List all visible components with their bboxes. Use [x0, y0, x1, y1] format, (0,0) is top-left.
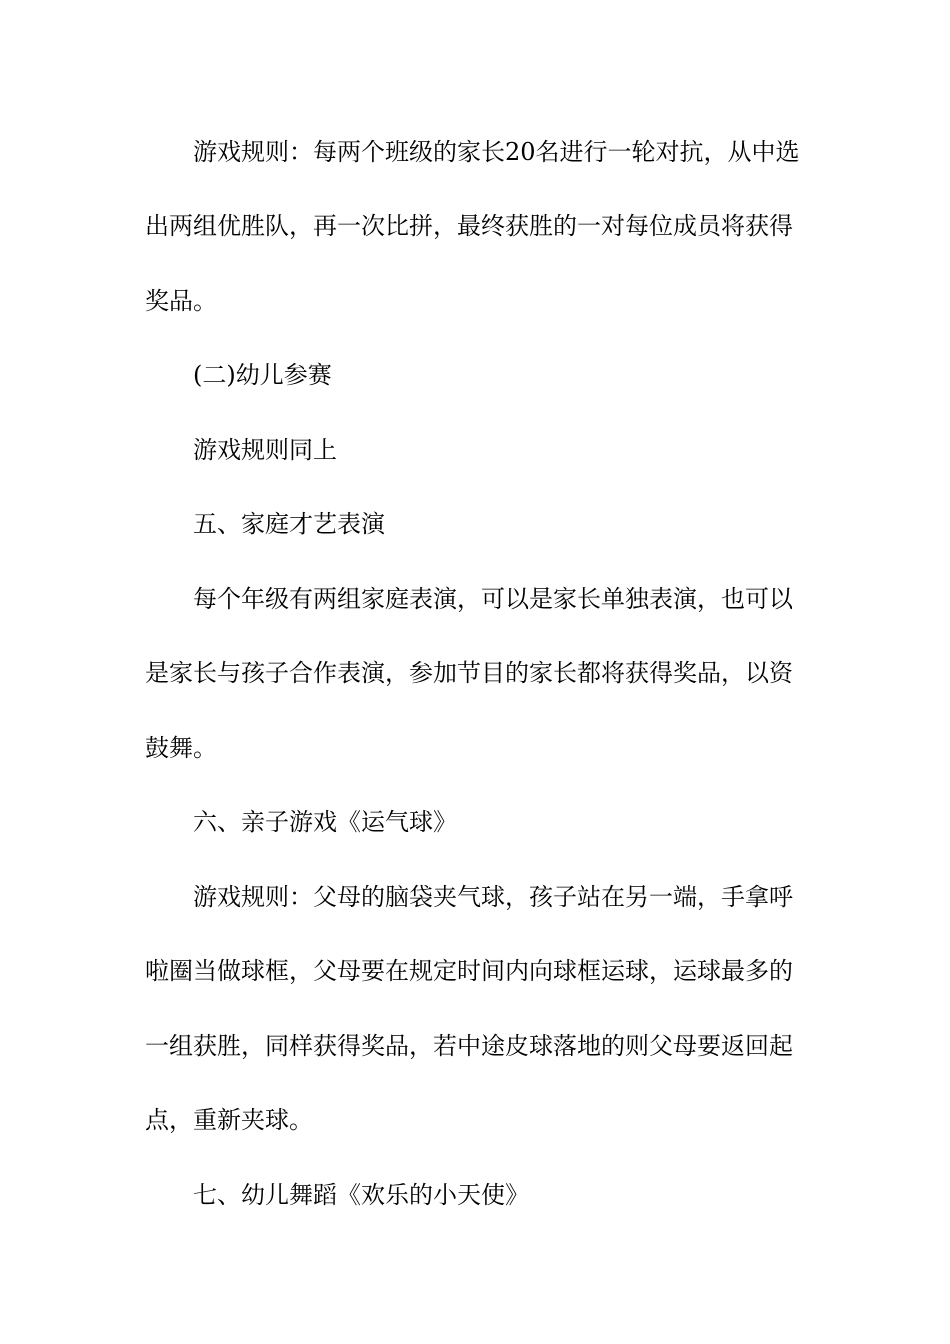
paragraph-balloon-rules-line-2: 啦圈当做球框，父母要在规定时间内向球框运球，运球最多的 [145, 957, 793, 985]
paragraph-parent-game-rules-line-1: 游戏规则：每两个班级的家长20名进行一轮对抗，从中选 [193, 138, 800, 166]
paragraph-balloon-rules-line-3: 一组获胜，同样获得奖品，若中途皮球落地的则父母要返回起 [145, 1032, 793, 1060]
paragraph-rules-same: 游戏规则同上 [193, 436, 337, 464]
paragraph-balloon-rules-line-4: 点，重新夹球。 [145, 1106, 313, 1134]
heading-balloon-game: 六、亲子游戏《运气球》 [193, 808, 457, 836]
paragraph-talent-show-line-3: 鼓舞。 [145, 734, 217, 762]
paragraph-talent-show-line-2: 是家长与孩子合作表演，参加节目的家长都将获得奖品，以资 [145, 659, 793, 687]
paragraph-parent-game-rules-line-2: 出两组优胜队，再一次比拼，最终获胜的一对每位成员将获得 [145, 212, 793, 240]
paragraph-talent-show-line-1: 每个年级有两组家庭表演，可以是家长单独表演，也可以 [193, 585, 793, 613]
paragraph-balloon-rules-line-1: 游戏规则：父母的脑袋夹气球，孩子站在另一端，手拿呼 [193, 883, 793, 911]
paragraph-parent-game-rules-line-3: 奖品。 [145, 287, 217, 315]
heading-children-competition: (二)幼儿参赛 [193, 361, 332, 389]
heading-family-talent-show: 五、家庭才艺表演 [193, 510, 385, 538]
heading-children-dance: 七、幼儿舞蹈《欢乐的小天使》 [193, 1181, 529, 1209]
